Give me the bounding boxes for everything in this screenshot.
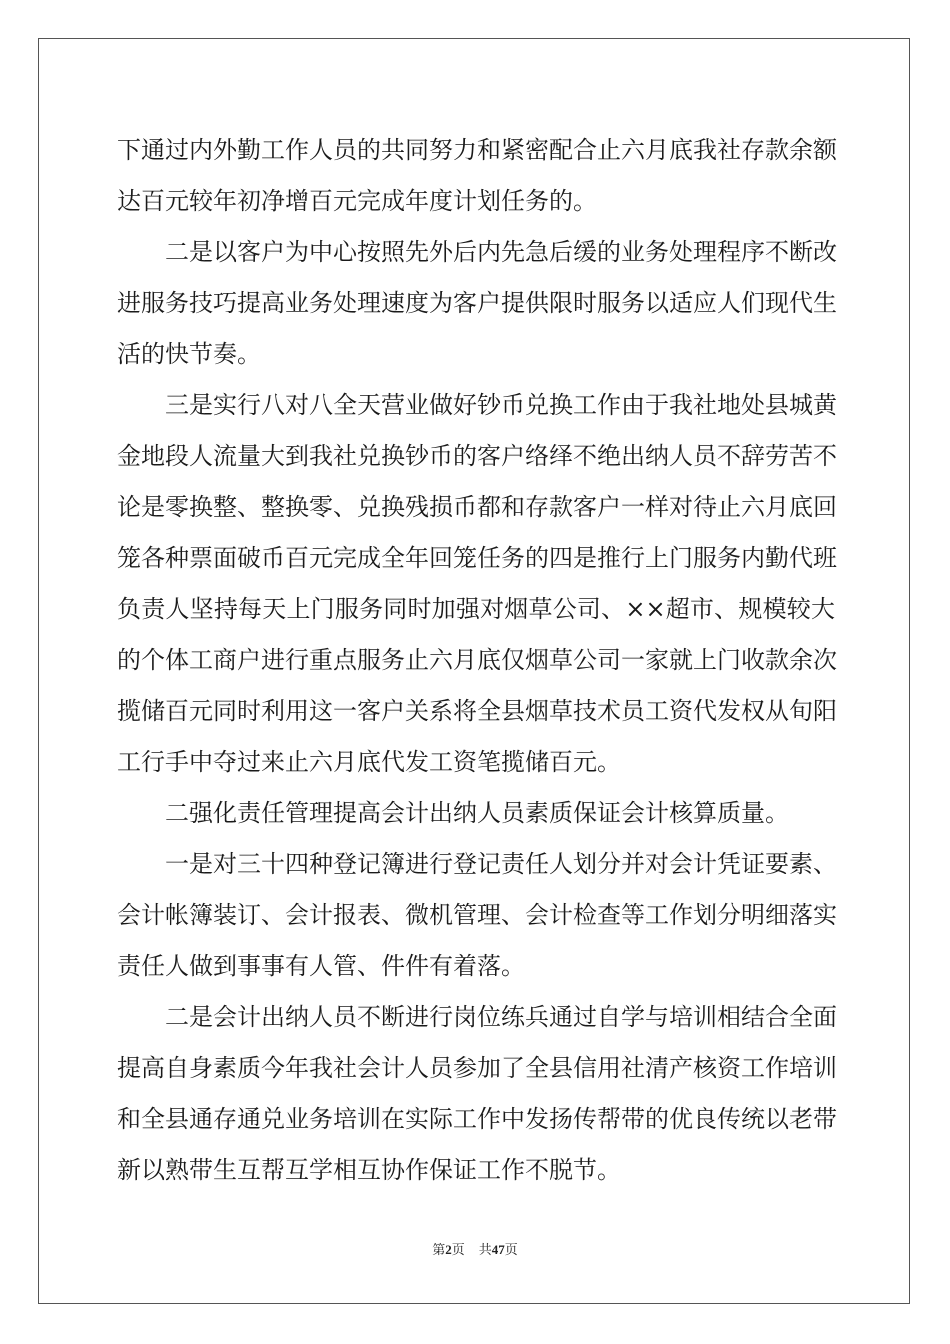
text-line: 活的快节奏。 — [117, 340, 261, 368]
text-line: 达百元较年初净增百元完成年度计划任务的。 — [117, 187, 597, 215]
text-line: 三是实行八对八全天营业做好钞币兑换工作由于我社地处县城黄 — [117, 391, 837, 419]
text-line: 提高自身素质今年我社会计人员参加了全县信用社清产核资工作培训 — [117, 1054, 837, 1082]
text-line: 进服务技巧提高业务处理速度为客户提供限时服务以适应人们现代生 — [117, 289, 837, 317]
text-line: 笼各种票面破币百元完成全年回笼任务的四是推行上门服务内勤代班 — [117, 544, 837, 572]
text-line: 金地段人流量大到我社兑换钞币的客户络绎不绝出纳人员不辞劳苦不 — [117, 442, 837, 470]
text-line: 论是零换整、整换零、兑换残损币都和存款客户一样对待止六月底回 — [117, 493, 837, 521]
text-line: 负责人坚持每天上门服务同时加强对烟草公司、××超市、规模较大 — [117, 595, 835, 623]
text-line: 的个体工商户进行重点服务止六月底仅烟草公司一家就上门收款余次 — [117, 646, 837, 674]
text-line: 二是以客户为中心按照先外后内先急后缓的业务处理程序不断改 — [117, 238, 837, 266]
text-line: 下通过内外勤工作人员的共同努力和紧密配合止六月底我社存款余额 — [117, 136, 837, 164]
total-pages: 47 — [491, 1242, 505, 1257]
text-line: 和全县通存通兑业务培训在实际工作中发扬传帮带的优良传统以老带 — [117, 1105, 837, 1133]
page-footer — [0, 1240, 950, 1260]
total-prefix: 共 — [478, 1242, 492, 1257]
text-line: 二是会计出纳人员不断进行岗位练兵通过自学与培训相结合全面 — [117, 1003, 837, 1031]
page-prefix: 第 — [432, 1242, 446, 1257]
text-line: 会计帐簿装订、会计报表、微机管理、会计检查等工作划分明细落实 — [117, 901, 837, 929]
text-line: 责任人做到事事有人管、件件有着落。 — [117, 952, 525, 980]
total-suffix: 页 — [504, 1242, 518, 1257]
text-line: 揽储百元同时利用这一客户关系将全县烟草技术员工资代发权从旬阳 — [117, 697, 837, 725]
text-line: 二强化责任管理提高会计出纳人员素质保证会计核算质量。 — [117, 799, 789, 827]
text-line: 工行手中夺过来止六月底代发工资笔揽储百元。 — [117, 748, 621, 776]
text-line: 新以熟带生互帮互学相互协作保证工作不脱节。 — [117, 1156, 621, 1184]
page-number: 2 — [445, 1242, 452, 1257]
page-suffix: 页 — [451, 1242, 465, 1257]
text-line: 一是对三十四种登记簿进行登记责任人划分并对会计凭证要素、 — [117, 850, 837, 878]
